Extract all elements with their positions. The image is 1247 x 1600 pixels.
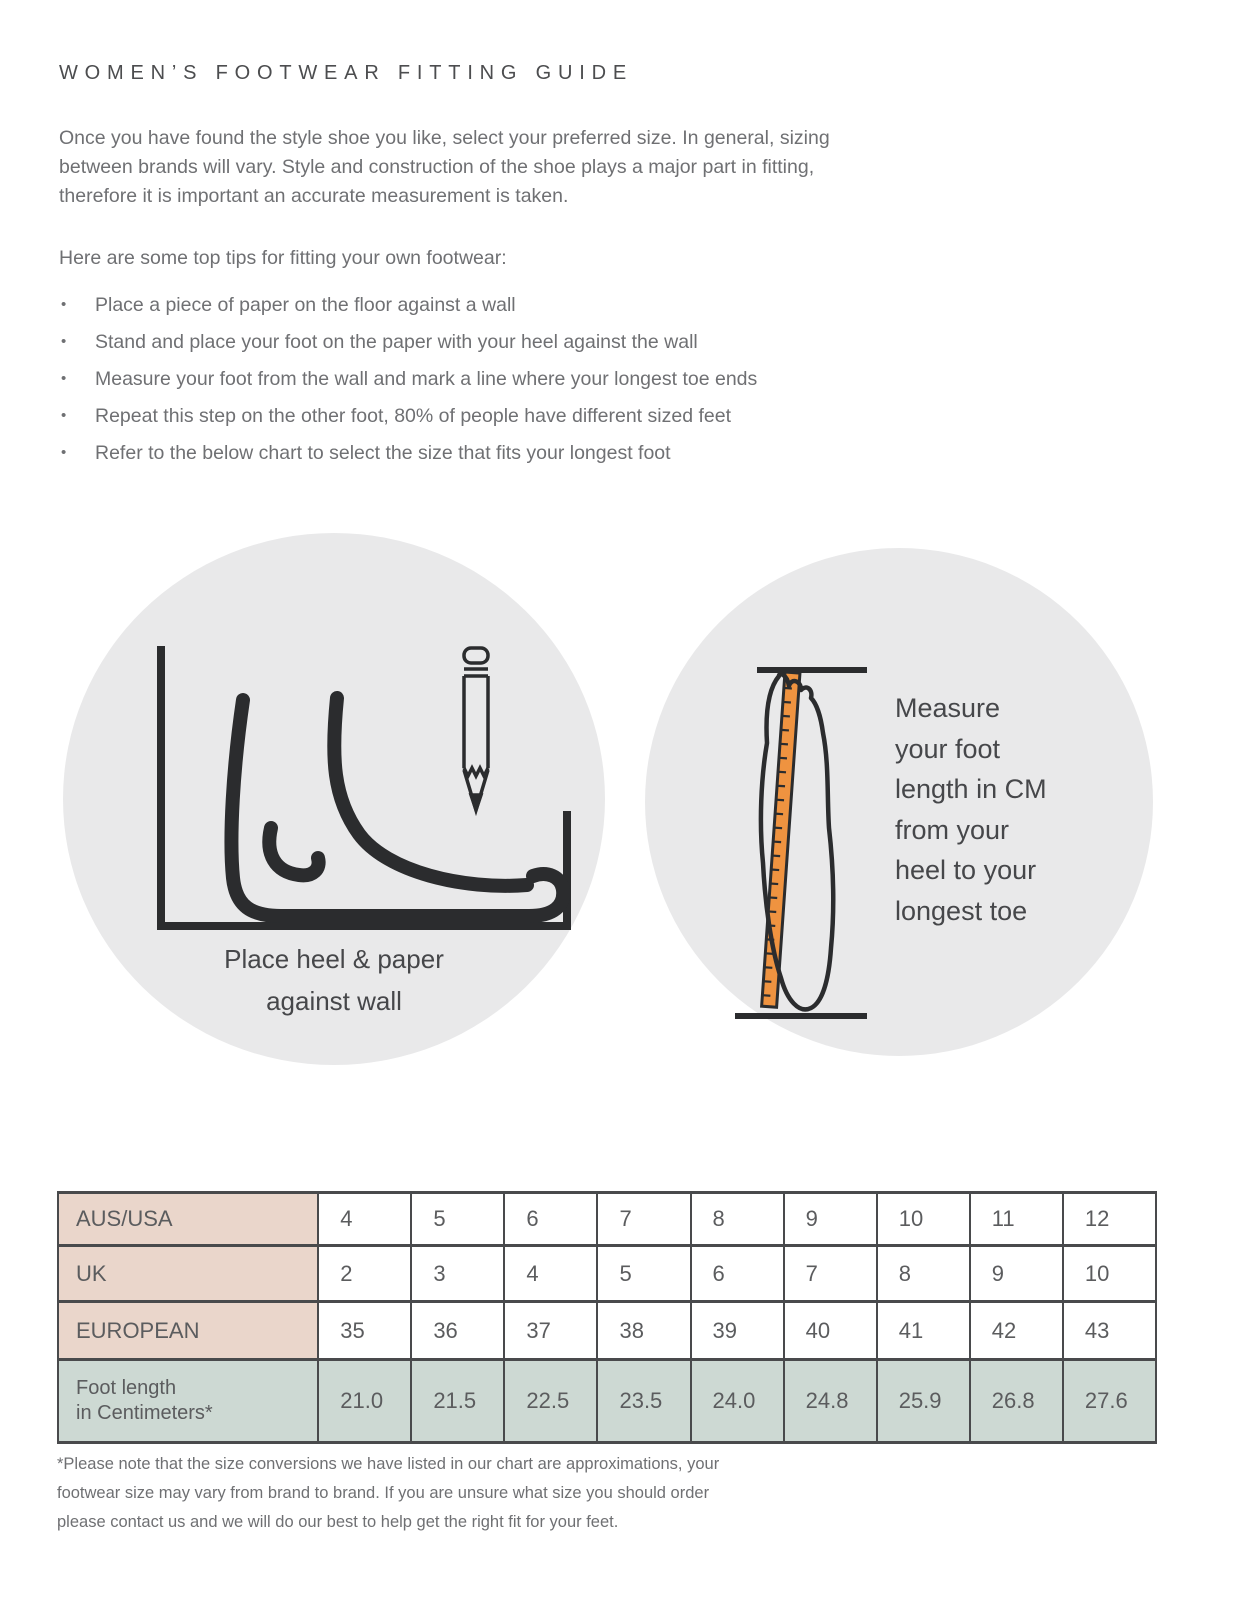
size-cell: 25.9 <box>877 1360 970 1443</box>
heel-paper-diagram-circle <box>63 533 605 1065</box>
size-cell: 4 <box>318 1193 411 1246</box>
row-header: UK <box>58 1246 318 1302</box>
size-cell: 4 <box>504 1246 597 1302</box>
list-item <box>61 368 757 391</box>
tip-text: Place a piece of paper on the floor against a wall <box>95 294 516 316</box>
list-item <box>61 405 757 428</box>
size-cell: 11 <box>970 1193 1063 1246</box>
tip-text: Repeat this step on the other foot, 80% of people have different sized feet <box>95 405 731 427</box>
size-cell: 39 <box>691 1302 784 1360</box>
size-cell: 36 <box>411 1302 504 1360</box>
footnote <box>57 1450 719 1537</box>
list-item <box>61 442 757 465</box>
measure-foot-diagram-circle <box>645 548 1153 1056</box>
table-row <box>58 1193 1156 1246</box>
size-cell: 40 <box>784 1302 877 1360</box>
measure-line: length in CM <box>895 774 1047 804</box>
size-cell: 6 <box>504 1193 597 1246</box>
size-cell: 38 <box>597 1302 690 1360</box>
size-cell: 35 <box>318 1302 411 1360</box>
size-cell: 10 <box>1063 1246 1156 1302</box>
table-row <box>58 1360 1156 1443</box>
table-row <box>58 1246 1156 1302</box>
measure-line: your foot <box>895 733 1001 764</box>
size-cell: 10 <box>877 1193 970 1246</box>
size-cell: 6 <box>691 1246 784 1302</box>
size-cell: 5 <box>597 1246 690 1302</box>
size-cell: 5 <box>411 1193 504 1246</box>
footnote-line: please contact us and we will do our best to help get the right fit for your feet. <box>57 1513 619 1531</box>
size-cell: 23.5 <box>597 1360 690 1443</box>
size-cell: 41 <box>877 1302 970 1360</box>
page-title: WOMEN’S FOOTWEAR FITTING GUIDE <box>59 62 633 84</box>
size-cell: 42 <box>970 1302 1063 1360</box>
footnote-line: *Please note that the size conversions we have listed in our chart are approximations, your <box>57 1455 720 1473</box>
tip-text: Refer to the below chart to select the size that fits your longest foot <box>95 442 671 464</box>
bullet-icon: • <box>61 444 67 461</box>
intro-line: therefore it is important an accurate measurement is taken. <box>59 185 569 207</box>
tip-text: Stand and place your foot on the paper with your heel against the wall <box>95 331 698 353</box>
size-cell: 7 <box>597 1193 690 1246</box>
bullet-icon: • <box>61 407 67 424</box>
size-cell: 21.0 <box>318 1360 411 1443</box>
intro-line: Once you have found the style shoe you like, select your preferred size. In general, sizing <box>59 127 830 149</box>
bullet-icon: • <box>61 333 67 350</box>
row-header <box>58 1360 318 1443</box>
pencil-icon <box>464 648 488 810</box>
footnote-line: footwear size may vary from brand to brand. If you are unsure what size you should order <box>57 1484 710 1502</box>
size-cell: 24.0 <box>691 1360 784 1443</box>
size-cell: 43 <box>1063 1302 1156 1360</box>
size-cell: 7 <box>784 1246 877 1302</box>
size-cell: 26.8 <box>970 1360 1063 1443</box>
list-item <box>61 331 757 354</box>
intro-paragraph <box>59 124 830 211</box>
size-cell: 21.5 <box>411 1360 504 1443</box>
caption-line: against wall <box>266 986 402 1016</box>
intro-line: between brands will vary. Style and construction of the shoe plays a major part in fitting, <box>59 156 815 178</box>
size-cell: 9 <box>784 1193 877 1246</box>
size-cell: 9 <box>970 1246 1063 1302</box>
tips-list <box>61 294 757 479</box>
tips-heading: Here are some top tips for fitting your own footwear: <box>59 247 507 269</box>
size-cell: 8 <box>691 1193 784 1246</box>
measure-instructions <box>895 688 1047 931</box>
diagram-caption <box>63 938 605 1022</box>
caption-line: Place heel & paper <box>224 944 444 974</box>
measure-line: longest toe <box>895 895 1028 926</box>
row-header: EUROPEAN <box>58 1302 318 1360</box>
size-conversion-table <box>57 1191 1157 1444</box>
row-header: AUS/USA <box>58 1193 318 1246</box>
row-header-line: Foot length <box>76 1377 177 1399</box>
size-cell: 22.5 <box>504 1360 597 1443</box>
size-cell: 2 <box>318 1246 411 1302</box>
measure-line: from your <box>895 814 1010 845</box>
measure-line: Measure <box>895 693 1001 723</box>
bullet-icon: • <box>61 296 67 313</box>
bullet-icon: • <box>61 370 67 387</box>
list-item <box>61 294 757 317</box>
size-cell: 3 <box>411 1246 504 1302</box>
size-cell: 27.6 <box>1063 1360 1156 1443</box>
size-cell: 8 <box>877 1246 970 1302</box>
size-cell: 24.8 <box>784 1360 877 1443</box>
size-cell: 37 <box>504 1302 597 1360</box>
row-header-line: in Centimeters* <box>76 1402 213 1424</box>
tip-text: Measure your foot from the wall and mark a line where your longest toe ends <box>95 368 758 390</box>
measure-line: heel to your <box>895 855 1037 885</box>
foot-against-wall-icon <box>133 638 583 938</box>
size-cell: 12 <box>1063 1193 1156 1246</box>
foot-with-ruler-icon <box>727 648 917 1043</box>
table-row <box>58 1302 1156 1360</box>
